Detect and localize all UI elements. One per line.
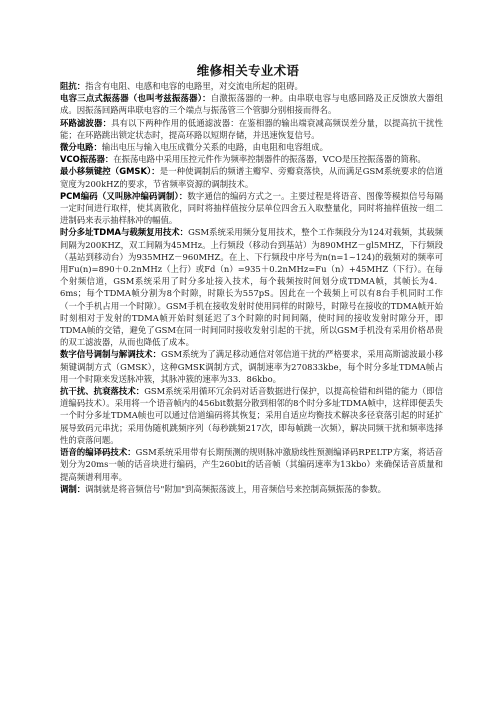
entry-speech-codec xyxy=(60,446,443,483)
entry-impedance xyxy=(60,80,443,92)
entry-pcm-encoding xyxy=(60,190,443,227)
entry-differential-circuit xyxy=(60,141,443,153)
entry-vco-oscillator xyxy=(60,153,443,165)
entry-capacitive-three-point-oscillator xyxy=(60,92,443,116)
entry-term: 电容三点式振荡器（也叫考兹振荡器）： xyxy=(60,93,211,104)
entry-text: 在振荡电路中采用压控元件作为频率控制器件的振荡器，VCO是压控振荡器的简称。 xyxy=(113,154,426,165)
entry-term: 数字信号调制与解调技术： xyxy=(60,349,162,360)
entry-term: 环路滤波器： xyxy=(60,117,112,128)
entry-term: 抗干扰、抗衰落技术： xyxy=(60,386,145,397)
entry-text: GSM系统采用循环冗余码对话音数据进行保护，以提高检错和纠错的能力（即信道编码技术）。采用将一个语音帧内的456bit数据分散到相邻的8个时分多址TDMA帧中，这样即便丢失一个时分多址TDMA帧也可以通过信道编码将其恢复；采用自适应均衡技术解决多径衰落引起的时延扩展导致码元串扰；采用伪随机跳频序列（每秒跳频217次，即每帧跳一次频），解决同频干扰和频率选择性的衰落问题。 xyxy=(60,386,443,445)
entry-term: 语音的编译码技术： xyxy=(60,447,136,458)
entry-term: VCO振荡器： xyxy=(60,154,114,165)
entry-text: 自激振荡器的一种。由串联电容与电感回路及正反馈放大器组成。因振荡回路两串联电容的三个端点与振荡管三个管脚分别相接而得名。 xyxy=(60,93,443,116)
entry-term: PCM编码（又叫脉冲编码调制）： xyxy=(60,190,188,201)
document-title: 维修相关专业术语 xyxy=(196,63,300,78)
document-body xyxy=(60,80,443,495)
entry-loop-filter xyxy=(60,117,443,141)
entry-anti-interference xyxy=(60,385,443,446)
entry-text: 输出电压与输入电压成微分关系的电路，由电阻和电容组成。 xyxy=(101,142,328,153)
entry-text: GSM系统采用带有长期预测的规则脉冲激励线性预测编译码RPELTP方案，将话音划分为20ms一帧的话音块进行编码，产生260bit的话音帧（其编码速率为13kbo）来确保话音质量和提高频谱利用率。 xyxy=(60,447,444,482)
entry-gmsk xyxy=(60,165,443,189)
entry-text: 是一种使调制后的频谱主瓣窄、旁瓣衰落快，从而满足GSM系统要求的信道宽度为200kHZ的要求，节省频率资源的调制技术。 xyxy=(60,166,443,189)
entry-term: 时分多址TDMA与载频复用技术： xyxy=(60,227,189,238)
entry-text: 指含有电阻、电感和电容的电路里，对交流电所起的阻碍。 xyxy=(85,81,303,91)
entry-digital-modulation xyxy=(60,348,443,385)
entry-text: GSM系统采用频分复用技术，整个工作频段分为124对载频，其载频间隔为200KHZ，双工间隔为45MHz。上行频段（移动台到基站）为890MHZ－gl5MHZ，下行频段（基站到移动台）为935MHZ－960MHZ。在上、下行频段中序号为n(n=1~124)的载频对的频率可用Fu(n)=890＋0.2nMHz（上行）或Fd（n）=935＋0.2nMHz=Fu（n）+45MHZ（下行）。在每个射频信道，GSM系统采用了时分多址接入技术，每个载频按时间划分成TDMA帧，其帧长为4．6ms；每个TDMA帧分割为8个时隙，时隙长为557pS。因此在一个载频上可以有8台手机同时工作（一个手机占用一个时隙）。GSM手机在接收发射时使用同样的时隙号，时隙号在接收的TDMA帧开始时刻相对于发射的TDMA帧开始时刻延迟了3个时隙的时间间隔，使时间的接收发射时隙分开，即TDMA帧的交错，避免了GSM在同一时间同时接收发射引起的干扰，所以GSM手机没有采用价格昂贵的双工滤波器，从而也降低了成本。 xyxy=(60,227,443,348)
entry-text: 调制就是将音频信号"附加"到高频振荡波上，用音频信号来控制高频振荡的参数。 xyxy=(85,483,386,494)
entry-text: 具有以下两种作用的低通滤波器：在鉴相器的输出端衰减高频误差分量，以提高抗干扰性能；在环路跳出锁定状态时，提高环路以短期存储，并迅速恢复信号。 xyxy=(60,117,444,140)
entry-text: GSM系统为了满足移动通信对邻信道干扰的严格要求，采用高斯滤波最小移频键调制方式（GMSK），这种GMSK调制方式，调制速率为270833kbe，每个时分多址TDMA帧占用一个时隙来发送脉冲簇，其脉冲簇的速率为33．86kbo。 xyxy=(60,349,443,384)
entry-modulation xyxy=(60,483,443,495)
entry-term: 阻抗： xyxy=(60,81,86,91)
entry-term: 最小移频键控（GMSK）： xyxy=(60,166,160,177)
entry-term: 调制： xyxy=(60,483,86,494)
entry-tdma xyxy=(60,226,443,348)
entry-term: 微分电路： xyxy=(60,142,102,153)
entry-text: 数字通信的编码方式之一。主要过程是将语音、图像等模拟信号每隔一定时间进行取样，使其离散化，同时将抽样值按分层单位四舍五入取整量化，同时将抽样值按一组二进制码来表示抽样脉冲的幅值。 xyxy=(60,190,443,226)
